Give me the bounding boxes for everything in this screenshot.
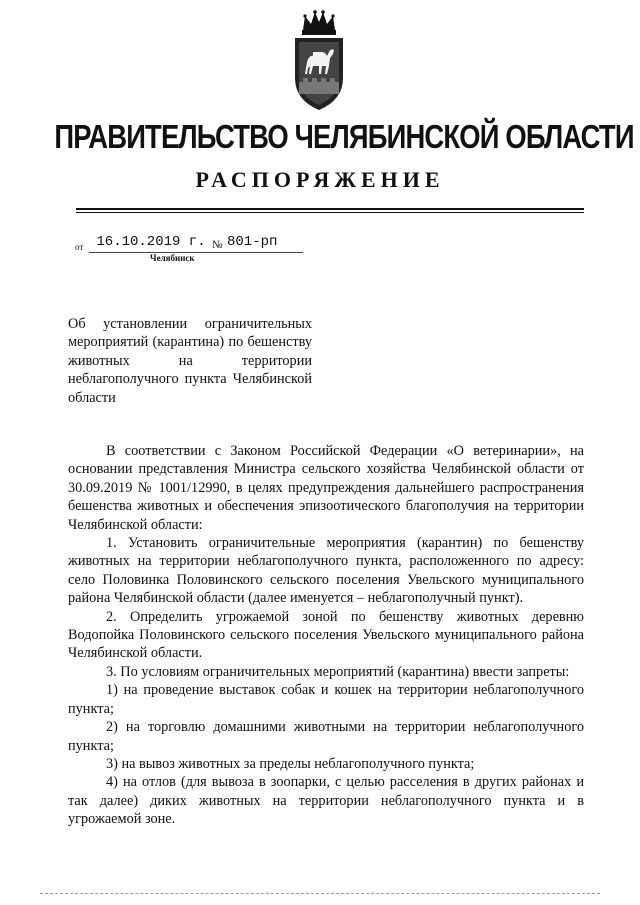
organization-title: ПРАВИТЕЛЬСТВО ЧЕЛЯБИНСКОЙ ОБЛАСТИ [54, 118, 634, 155]
preamble-paragraph: В соответствии с Законом Российской Федерации «О ветеринарии», на основании представления Министра сельского хозяйства Челябинской области от 30.09.2019 № 1001/12990, в целях предупреждения дальнейшего распространения бешенства животных и обеспечения эпизоотического благополучия на территории Челябинской области: [68, 443, 584, 533]
document-date: 16.10.2019 г. [96, 234, 206, 250]
clause-2-paragraph: 2. Определить угрожаемой зоной по бешенству животных деревню Водопойка Половинского сельского поселения Увельского муниципального района Челябинской области. [68, 608, 584, 662]
ban-item-4: 4) на отлов (для вывоза в зоопарки, с целью расселения в других районах и так далее) диких животных на территории неблагополучного пункта и в угрожаемой зоне. [68, 774, 584, 828]
header-divider-thin [76, 212, 584, 213]
page-bottom-edge [40, 893, 600, 894]
date-underline [89, 252, 303, 253]
document-body [68, 442, 584, 829]
clause-3-paragraph: 3. По условиям ограничительных мероприятий (карантина) ввести запреты: [106, 663, 570, 680]
ban-item-3: 3) на вывоз животных за пределы неблагополучного пункта; [106, 755, 475, 772]
from-prefix: от [75, 242, 84, 252]
number-prefix: № [212, 239, 223, 251]
coat-of-arms-icon [289, 8, 349, 114]
document-number: 801-рп [227, 234, 278, 250]
header-divider-thick [76, 208, 584, 210]
ban-item-2: 2) на торговлю домашними животными на территории неблагополучного пункта; [68, 719, 584, 754]
document-city: Челябинск [150, 253, 195, 263]
clause-1-paragraph: 1. Установить ограничительные мероприятия (карантин) по бешенству животных на территории неблагополучного пункта, расположенного по адресу: село Половинка Половинского сельского поселения Увельского муниципального района Челябинской области (далее именуется – неблагополучный пункт). [68, 535, 584, 607]
ban-item-1: 1) на проведение выставок собак и кошек на территории неблагополучного пункта; [68, 682, 584, 717]
document-type-heading: РАСПОРЯЖЕНИЕ [195, 167, 445, 192]
document-subject: Об установлении ограничительных мероприятий (карантина) по бешенству животных на территории неблагополучного пункта Челябинской области [68, 316, 312, 406]
